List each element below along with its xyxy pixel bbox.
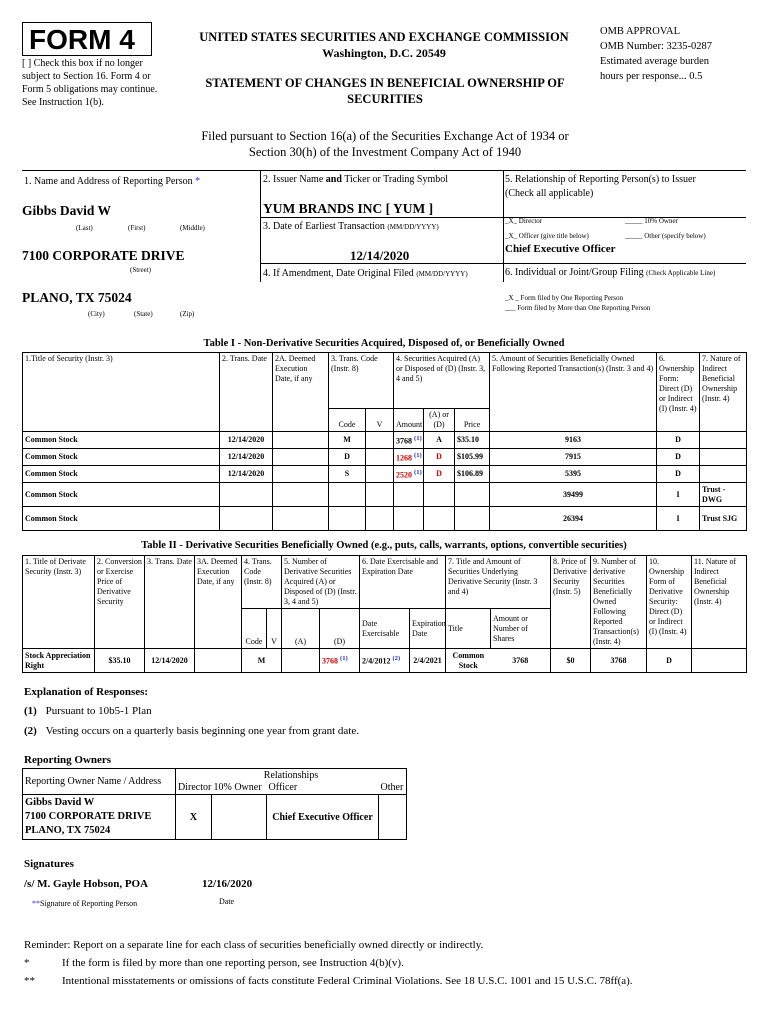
t2-h1: 1. Title of Derivate Security (Instr. 3) — [23, 556, 95, 649]
owner-citystate: PLANO, TX 75024 — [25, 825, 111, 836]
box6-label-text: 6. Individual or Joint/Group Filing — [505, 267, 647, 278]
signer: /s/ M. Gayle Hobson, POA — [24, 878, 149, 890]
t2-title: Stock Appreciation Right — [23, 649, 95, 673]
t1-owned: 7915 — [490, 449, 657, 466]
filed-by-more: ___ Form filed by More than One Reporting Person — [505, 304, 651, 312]
t1-price: $105.99 — [455, 449, 490, 466]
t1-sub-code: Code — [329, 409, 366, 432]
owner-name: Gibbs David W — [25, 797, 95, 808]
box6-label — [505, 267, 715, 278]
footnote-2-link[interactable]: (2) — [392, 655, 401, 663]
t2-code: M — [242, 649, 282, 673]
box5-label — [505, 173, 747, 201]
t2-expiration: 2/4/2021 — [410, 649, 446, 673]
t1-form: I — [657, 483, 700, 507]
box1-label — [24, 176, 200, 187]
owners-col-other: Other — [379, 781, 407, 795]
omb-title: OMB APPROVAL — [600, 26, 681, 37]
owners-title: Reporting Owners — [24, 754, 112, 766]
omb-burden: Estimated average burden — [600, 56, 710, 67]
t1-title: Common Stock — [23, 432, 220, 449]
t1-row-1 — [23, 449, 747, 466]
city-label: (City) — [88, 310, 105, 318]
t2-sub-title: Title — [446, 609, 491, 649]
date-label: Date — [219, 897, 235, 906]
t1-form: D — [657, 449, 700, 466]
t1-title: Common Stock — [23, 507, 220, 531]
t1-amount-cell — [394, 432, 424, 449]
t2-h3: 3. Trans. Date — [145, 556, 195, 649]
t2-h5: 5. Number of Derivative Securities Acquired (A) or Disposed of (D) (Instr. 3, 4 and 5) — [282, 556, 360, 609]
owner10-check: _____ 10% Owner — [625, 217, 678, 225]
t2-h9: 9. Number of derivative Securities Beneficially Owned Following Reported Transaction(s) (Instr. 4) — [591, 556, 647, 649]
footnote-1-link[interactable]: (1) — [414, 434, 422, 442]
t2-form: D — [647, 649, 692, 673]
footnote-1-link[interactable]: (1) — [340, 655, 348, 663]
star1-text: If the form is filed by more than one reporting person, see Instruction 4(b)(v). — [62, 957, 404, 969]
t1-h6: 6. Ownership Form: Direct (D) or Indirect (I) (Instr. 4) — [657, 353, 700, 432]
signature-label-text: Signature of Reporting Person — [40, 899, 138, 908]
t1-code: D — [329, 449, 366, 466]
box4-label — [263, 268, 468, 279]
box2-label — [263, 174, 448, 185]
reporting-person-street: 7100 CORPORATE DRIVE — [22, 248, 185, 263]
t1-form: D — [657, 466, 700, 483]
owners-col-rel: Relationships — [176, 769, 407, 782]
t2-d: 3768 — [322, 656, 339, 666]
t2-h6: 6. Date Exercisable and Expiration Date — [360, 556, 446, 609]
t1-sub-v: V — [366, 409, 394, 432]
box6-sub: (Check Applicable Line) — [646, 269, 716, 277]
t2-price: $35.10 — [95, 649, 145, 673]
t2-h11: 11. Nature of Indirect Beneficial Ownership (Instr. 4) — [692, 556, 747, 649]
t1-date: 12/14/2020 — [220, 449, 273, 466]
signature-label — [32, 899, 137, 908]
t1-row-2 — [23, 466, 747, 483]
t2-sub-amount: Amount or Number of Shares — [491, 609, 551, 649]
t2-exercisable: 2/4/2012 — [362, 656, 391, 666]
t1-date: 12/14/2020 — [220, 466, 273, 483]
explanation-num: (2) — [24, 725, 37, 737]
t1-nature — [700, 432, 747, 449]
t2-under-amount: 3768 — [512, 655, 529, 665]
t2-sub-code: Code — [242, 609, 267, 649]
t1-owned: 5395 — [490, 466, 657, 483]
t2-h8: 8. Price of Derivative Security (Instr. 5) — [551, 556, 591, 649]
t1-date: 12/14/2020 — [220, 432, 273, 449]
t1-owned: 9163 — [490, 432, 657, 449]
t1-title: Common Stock — [23, 449, 220, 466]
t1-h2: 2. Trans. Date — [220, 353, 273, 432]
t1-owned: 39499 — [490, 483, 657, 507]
owners-col-name: Reporting Owner Name / Address — [23, 769, 176, 795]
table2 — [22, 555, 747, 673]
footnote-star-link[interactable]: * — [195, 176, 201, 187]
omb-hours: hours per response... 0.5 — [600, 71, 703, 82]
t1-sub-ad: (A) or (D) — [424, 409, 455, 432]
star2-text: Intentional misstatements or omissions of facts constitute Federal Criminal Violations. See 18 U.S.C. 1001 and 15 U.S.C. 78ff(a). — [62, 975, 633, 987]
t2-h3a: 3A. Deemed Execution Date, if any — [195, 556, 242, 649]
t1-row-0 — [23, 432, 747, 449]
box2-label-b: and — [325, 174, 342, 185]
owner-director-mark: X — [176, 795, 212, 840]
t1-ad: D — [424, 466, 455, 483]
t1-amount: 1268 — [396, 453, 413, 463]
t2-owned: 3768 — [591, 649, 647, 673]
footnote-1-link[interactable]: (1) — [414, 451, 422, 459]
officer-check: _X_ Officer (give title below) — [505, 232, 589, 240]
footnote-dstar-link[interactable]: ** — [32, 899, 40, 908]
t1-row-4 — [23, 507, 747, 531]
explanation-title: Explanation of Responses: — [24, 686, 149, 698]
t1-sub-amount: Amount — [394, 409, 424, 432]
filed-pursuant — [100, 128, 670, 160]
owners-table — [22, 768, 407, 840]
t1-amount-cell — [394, 449, 424, 466]
t1-row-3 — [23, 483, 747, 507]
t2-dprice: $0 — [551, 649, 591, 673]
filed-line-2: Section 30(h) of the Investment Company Act of 1940 — [248, 145, 522, 159]
box5-sub: (Check all applicable) — [505, 188, 594, 199]
t1-sub-price: Price — [455, 409, 490, 432]
t1-nature: Trust - DWG — [700, 483, 747, 507]
t1-code: S — [329, 466, 366, 483]
t1-price: $106.89 — [455, 466, 490, 483]
box1-label-text: 1. Name and Address of Reporting Person — [24, 176, 193, 187]
box5-label-text: 5. Relationship of Reporting Person(s) to Issuer — [505, 174, 696, 185]
t1-nature — [700, 449, 747, 466]
table2-title: Table II - Derivative Securities Beneficially Owned (e.g., puts, calls, warrants, options, convertible securities) — [141, 540, 627, 551]
officer-title: Chief Executive Officer — [505, 243, 616, 255]
earliest-transaction-date: 12/14/2020 — [350, 248, 410, 263]
t1-nature — [700, 466, 747, 483]
checkbox-note: [ ] Check this box if no longer subject to Section 16. Form 4 or Form 5 obligations may continue. See Instruction 1(b). — [22, 58, 158, 108]
t1-price: $35.10 — [455, 432, 490, 449]
t1-amount: 2520 — [396, 470, 413, 480]
t1-title: Common Stock — [23, 483, 220, 507]
t2-exer-cell — [360, 649, 410, 673]
other-check: _____ Other (specify below) — [625, 232, 706, 240]
t2-h10: 10. Ownership Form of Derivative Security: Direct (D) or Indirect (I) (Instr. 4) — [647, 556, 692, 649]
reporting-person-citystate: PLANO, TX 75024 — [22, 290, 132, 305]
agency-city: Washington, D.C. 20549 — [322, 46, 446, 60]
t2-sub-d: (D) — [320, 609, 360, 649]
street-label: (Street) — [130, 266, 151, 274]
owners-col-officer: Officer — [267, 781, 379, 795]
reporting-person-name: Gibbs David W — [22, 203, 112, 218]
explanation-num: (1) — [24, 705, 37, 717]
t2-h2: 2. Conversion or Exercise Price of Derivative Security — [95, 556, 145, 649]
omb-number: OMB Number: 3235-0287 — [600, 41, 712, 52]
t1-h5: 5. Amount of Securities Beneficially Owned Following Reported Transaction(s) (Instr. 3 and 4) — [490, 353, 657, 432]
last-label: (Last) — [76, 224, 93, 232]
box3-label-text: 3. Date of Earliest Transaction — [263, 221, 388, 232]
owner-street: 7100 CORPORATE DRIVE — [25, 811, 152, 822]
issuer-name: YUM BRANDS INC [ YUM ] — [263, 201, 434, 216]
t1-h4: 4. Securities Acquired (A) or Disposed of (D) (Instr. 3, 4 and 5) — [394, 353, 490, 409]
t1-ad: D — [424, 449, 455, 466]
agency-name: UNITED STATES SECURITIES AND EXCHANGE COMMISSION — [199, 30, 569, 44]
table1-title: Table I - Non-Derivative Securities Acquired, Disposed of, or Beneficially Owned — [203, 338, 565, 349]
signatures-title: Signatures — [24, 858, 74, 870]
owners-col-10pct: 10% Owner — [212, 781, 267, 795]
t2-sub-a: (A) — [282, 609, 320, 649]
star1: * — [24, 957, 30, 969]
t1-ad: A — [424, 432, 455, 449]
signature-date: 12/16/2020 — [202, 878, 253, 890]
explanation-item-2 — [24, 725, 359, 737]
star2: ** — [24, 975, 35, 987]
filed-by-one: _X _ Form filed by One Reporting Person — [505, 294, 624, 302]
t1-h2a: 2A. Deemed Execution Date, if any — [273, 353, 329, 432]
box3-label — [263, 221, 439, 232]
explanation-item-1 — [24, 705, 152, 717]
box2-label-c: Ticker or Trading Symbol — [341, 174, 449, 185]
t2-row-0 — [23, 649, 747, 673]
owner-officer-title: Chief Executive Officer — [267, 795, 379, 840]
t2-sub-v: V — [267, 609, 282, 649]
t2-h4: 4. Trans. Code (Instr. 8) — [242, 556, 282, 609]
box4-format: (MM/DD/YYYY) — [416, 270, 468, 278]
t2-underlying — [446, 649, 551, 673]
t1-amount: 3768 — [396, 436, 413, 446]
director-check: _X_ Director — [505, 217, 543, 225]
t1-h7: 7. Nature of Indirect Beneficial Ownership (Instr. 4) — [700, 353, 747, 432]
explanation-text: Pursuant to 10b5-1 Plan — [45, 705, 152, 717]
state-label: (State) — [134, 310, 153, 318]
t1-form: I — [657, 507, 700, 531]
t1-code: M — [329, 432, 366, 449]
t2-sub-date-exercisable: Date Exercisable — [360, 609, 410, 649]
reminder: Reminder: Report on a separate line for each class of securities beneficially owned directly or indirectly. — [24, 939, 484, 951]
box3-format: (MM/DD/YYYY) — [387, 223, 439, 231]
t1-h1: 1.Title of Security (Instr. 3) — [23, 353, 220, 432]
t1-h3: 3. Trans. Code (Instr. 8) — [329, 353, 394, 409]
t1-owned: 26394 — [490, 507, 657, 531]
table1 — [22, 352, 747, 531]
t1-form: D — [657, 432, 700, 449]
t1-title: Common Stock — [23, 466, 220, 483]
box4-label-text: 4. If Amendment, Date Original Filed — [263, 268, 417, 279]
explanation-text: Vesting occurs on a quarterly basis beginning one year from grant date. — [45, 725, 359, 737]
t2-d-cell — [320, 649, 360, 673]
middle-label: (Middle) — [180, 224, 205, 232]
t1-amount-cell — [394, 466, 424, 483]
first-label: (First) — [128, 224, 146, 232]
footnote-1-link[interactable]: (1) — [414, 468, 422, 476]
form-title: FORM 4 — [22, 22, 152, 56]
filed-line-1: Filed pursuant to Section 16(a) of the Securities Exchange Act of 1934 or — [201, 129, 569, 143]
t2-h7: 7. Title and Amount of Securities Underlying Derivative Security (Instr. 3 and 4) — [446, 556, 551, 609]
t2-sub-expiration: Expiration Date — [410, 609, 446, 649]
omb-approval — [600, 24, 760, 84]
box2-label-a: 2. Issuer Name — [263, 174, 326, 185]
owners-col-director: Director — [176, 781, 212, 795]
t1-nature: Trust SJG — [700, 507, 747, 531]
owner-address — [23, 795, 176, 840]
statement-title: STATEMENT OF CHANGES IN BENEFICIAL OWNERSHIP OF SECURITIES — [205, 76, 565, 106]
zip-label: (Zip) — [180, 310, 195, 318]
t2-date: 12/14/2020 — [145, 649, 195, 673]
t2-under-title: Common Stock — [452, 650, 485, 670]
